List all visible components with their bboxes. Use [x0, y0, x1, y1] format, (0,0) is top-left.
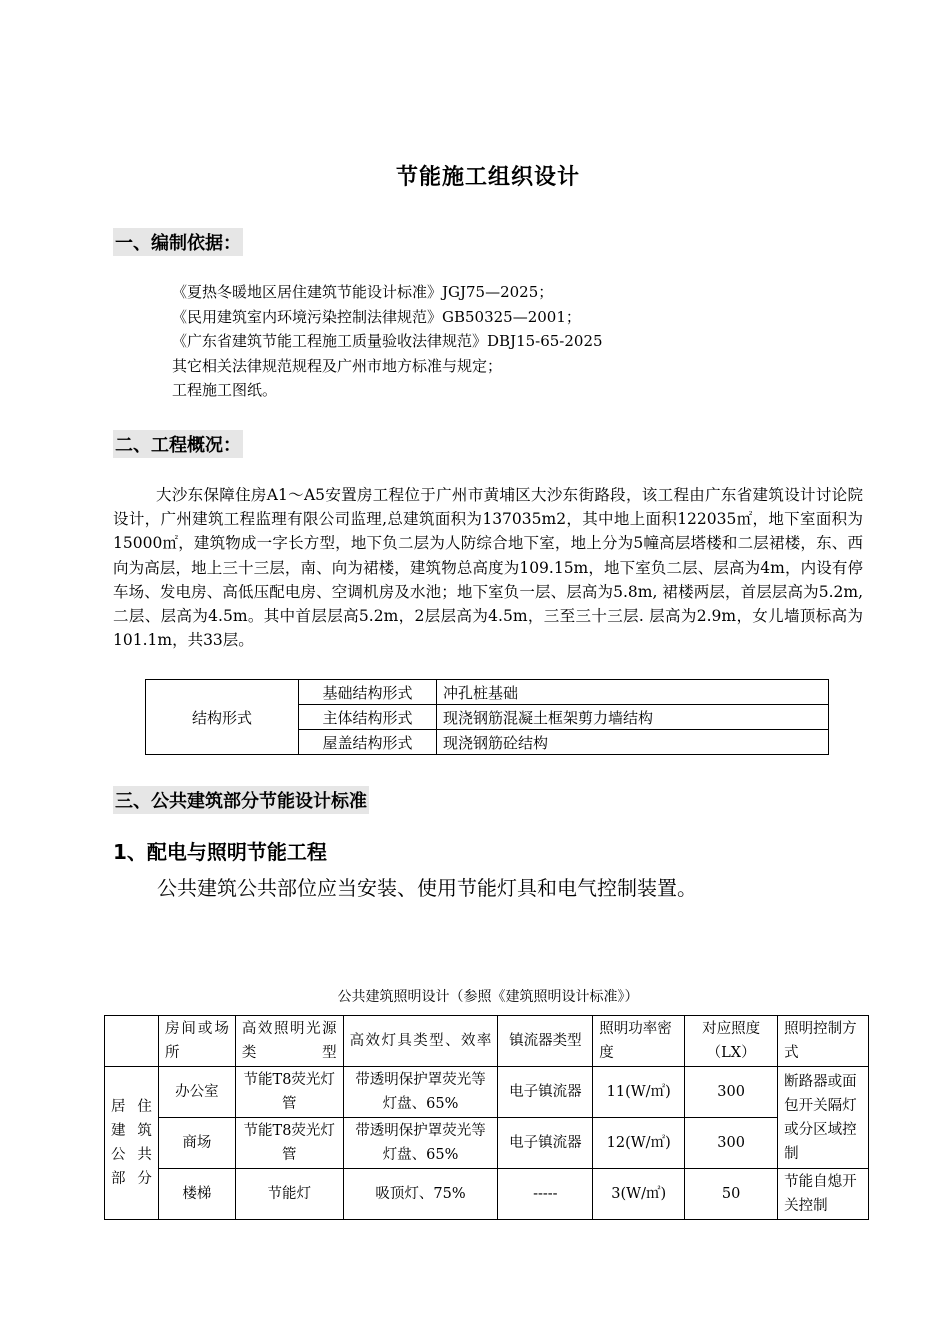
- subsection-heading-lighting: 1、配电与照明节能工程: [113, 840, 327, 864]
- fixture-cell: 带透明保护罩荧光等灯盘、65%: [343, 1067, 498, 1118]
- density-cell: 11(W/㎡): [593, 1067, 685, 1118]
- basis-item: 其它相关法律规范规程及广州市地方标准与规定；: [172, 356, 503, 375]
- page-title: 节能施工组织设计: [395, 165, 580, 190]
- structure-table: [145, 679, 829, 755]
- section-heading-basis: 一、编制依据：: [113, 228, 243, 256]
- room-cell: 商场: [158, 1118, 235, 1169]
- table-row: [105, 1118, 869, 1169]
- basis-item: 工程施工图纸。: [172, 381, 278, 399]
- lux-cell: 50: [685, 1169, 778, 1220]
- table-header-row: [105, 1016, 869, 1067]
- lux-cell: 300: [685, 1067, 778, 1118]
- table-header-cell: 镇流器类型: [498, 1016, 593, 1067]
- overview-paragraph: 大沙东保障住房A1～A5安置房工程位于广州市黄埔区大沙东街路段，该工程由广东省建筑设计讨论院设计，广州建筑工程监理有限公司监理,总建筑面积为137035m2，其中地上面积122035㎡，地下室面积为15000㎡，建筑物成一字长方型，地下负二层为人防综合地下室，地上分为5幢高层塔楼和二层裙楼，东、西向为高层，地上三十三层，南、向为裙楼，建筑物总高度为109.15m，地下室负二层、层高为4m，内设有停车场、发电房、高低压配电房、空调机房及水池；地下室负一层、层高为5.8m, 裙楼两层，首层层高为5.2m, 二层、层高为4.5m。其中首层层高5.2m，2层层高为4.5m，三至三十三层. 层高为2.9m，女儿墙顶标高为101.1m，共33层。: [113, 486, 863, 650]
- structure-type: 基础结构形式: [299, 680, 437, 705]
- structure-type: 屋盖结构形式: [299, 730, 437, 755]
- source-cell: 节能灯: [235, 1169, 343, 1220]
- structure-value: 现浇钢筋砼结构: [437, 730, 829, 755]
- fixture-cell: 带透明保护罩荧光等灯盘、65%: [343, 1118, 498, 1169]
- table-header-cell: [105, 1016, 159, 1067]
- table-row: [105, 1169, 869, 1220]
- source-cell: 节能T8荧光灯管: [235, 1118, 343, 1169]
- fixture-cell: 吸顶灯、75%: [343, 1169, 498, 1220]
- table-caption: 公共建筑照明设计（参照《建筑照明设计标准》）: [337, 989, 639, 1005]
- ballast-cell: -----: [498, 1169, 593, 1220]
- lighting-table: [104, 1015, 869, 1220]
- table-header-cell: 照明控制方式: [778, 1016, 869, 1067]
- lighting-intro: 公共建筑公共部位应当安装、使用节能灯具和电气控制装置。: [157, 876, 697, 900]
- group-label: 居住建筑公共部分: [105, 1067, 159, 1220]
- basis-item: 《广东省建筑节能工程施工质量验收法律规范》DBJ15-65-2025: [172, 332, 603, 350]
- room-cell: 楼梯: [158, 1169, 235, 1220]
- control-cell: 断路器或面包开关隔灯或分区域控制: [778, 1067, 869, 1169]
- structure-label: 结构形式: [146, 680, 299, 755]
- density-cell: 12(W/㎡): [593, 1118, 685, 1169]
- basis-item: 《夏热冬暖地区居住建筑节能设计标准》JGJ75—2025；: [172, 283, 554, 301]
- table-header-cell: 高效照明光源类型: [235, 1016, 343, 1067]
- structure-type: 主体结构形式: [299, 705, 437, 730]
- lux-cell: 300: [685, 1118, 778, 1169]
- basis-list: [172, 280, 603, 403]
- ballast-cell: 电子镇流器: [498, 1067, 593, 1118]
- table-row: [105, 1067, 869, 1118]
- structure-value: 冲孔桩基础: [437, 680, 829, 705]
- table-header-cell: 对应照度（LX）: [685, 1016, 778, 1067]
- source-cell: 节能T8荧光灯管: [235, 1067, 343, 1118]
- section-heading-overview: 二、工程概况：: [113, 430, 243, 458]
- control-cell: 节能自熄开关控制: [778, 1169, 869, 1220]
- density-cell: 3(W/㎡): [593, 1169, 685, 1220]
- table-header-cell: 照明功率密度: [593, 1016, 685, 1067]
- basis-item: 《民用建筑室内环境污染控制法律规范》GB50325—2001；: [172, 307, 581, 326]
- ballast-cell: 电子镇流器: [498, 1118, 593, 1169]
- structure-value: 现浇钢筋混凝土框架剪力墙结构: [437, 705, 829, 730]
- section-heading-standards: 三、公共建筑部分节能设计标准: [113, 786, 369, 814]
- room-cell: 办公室: [158, 1067, 235, 1118]
- table-header-cell: 高效灯具类型、效率: [343, 1016, 498, 1067]
- table-header-cell: 房间或场所: [158, 1016, 235, 1067]
